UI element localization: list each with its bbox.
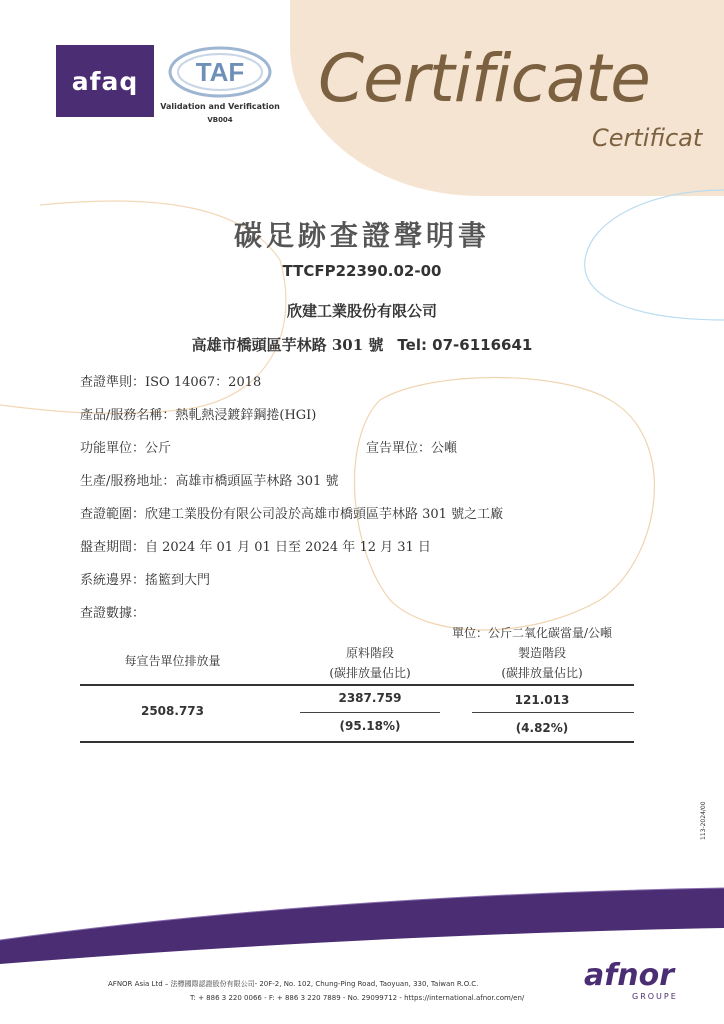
field-product: 產品/服務名稱：熱軋熱浸鍍鋅鋼捲(HGI) xyxy=(80,408,317,423)
table-bottom-rule xyxy=(80,741,634,743)
field-functional-unit: 功能單位：公斤 xyxy=(80,441,172,456)
table-unit-note: 單位：公斤二氧化碳當量/公噸 xyxy=(452,626,613,640)
field-period: 盤查期間：自 2024 年 01 月 01 日至 2024 年 12 月 31 日 xyxy=(80,540,431,555)
col-raw-header: 原料階段 xyxy=(345,646,394,660)
telephone: Tel: 07-6116641 xyxy=(397,336,533,354)
address-text: 高雄市橋頭區芋林路 301 號 xyxy=(191,336,384,354)
mfg-divider xyxy=(472,712,634,713)
taf-logo xyxy=(168,46,272,98)
field-scope: 查證範圍：欣建工業股份有限公司設於高雄市橋頭區芋林路 301 號之工廠 xyxy=(80,507,504,522)
footer-band xyxy=(0,884,724,964)
afnor-groupe: GROUPE xyxy=(632,992,678,1001)
raw-stage-share: (95.18%) xyxy=(339,719,401,733)
field-data-label: 查證數據： xyxy=(80,606,146,621)
document-title: 碳足跡查證聲明書 xyxy=(233,219,490,252)
table-header-rule xyxy=(80,684,634,686)
col-mfg-subheader: (碳排放量佔比) xyxy=(501,666,583,680)
field-declared-unit: 宣告單位：公噸 xyxy=(366,441,458,456)
afnor-logo: afnor xyxy=(584,958,675,993)
total-emission-value: 2508.773 xyxy=(140,704,204,718)
footer-address: AFNOR Asia Ltd – 法標國際認證股份有限公司- 20F-2, No. 102, Chung-Ping Road, Taoyuan, 330, Taiwan R.O.C. xyxy=(108,980,479,988)
raw-stage-value: 2387.759 xyxy=(338,691,402,705)
certificate-subtitle: Certificat xyxy=(592,124,703,152)
field-boundary: 系統邊界：搖籃到大門 xyxy=(80,573,211,588)
col-total-header: 每宣告單位排放量 xyxy=(124,654,221,668)
company-address xyxy=(0,334,724,355)
certificate-number: TTCFP22390.02-00 xyxy=(282,262,442,280)
afaq-logo: afaq xyxy=(56,45,154,117)
raw-divider xyxy=(300,712,440,713)
certificate-title: Certificate xyxy=(318,40,650,117)
footer-contact: T: + 886 3 220 0066 - F: + 886 3 220 7889 - No. 29099712 - https://international.afnor.com/en/ xyxy=(190,994,525,1002)
mfg-stage-value: 121.013 xyxy=(514,693,570,707)
company-name: 欣建工業股份有限公司 xyxy=(286,302,437,320)
taf-code: VB004 xyxy=(207,116,233,124)
taf-logo-text: TAF xyxy=(195,57,245,87)
col-mfg-header: 製造階段 xyxy=(517,646,566,660)
side-document-code: 113-2024/00 xyxy=(700,801,707,840)
col-raw-subheader: (碳排放量佔比) xyxy=(329,666,411,680)
field-standard: 查證準則：ISO 14067：2018 xyxy=(80,375,262,390)
taf-subtitle: Validation and Verification xyxy=(160,102,280,111)
field-site: 生產/服務地址：高雄市橋頭區芋林路 301 號 xyxy=(80,474,339,489)
mfg-stage-share: (4.82%) xyxy=(515,721,569,735)
